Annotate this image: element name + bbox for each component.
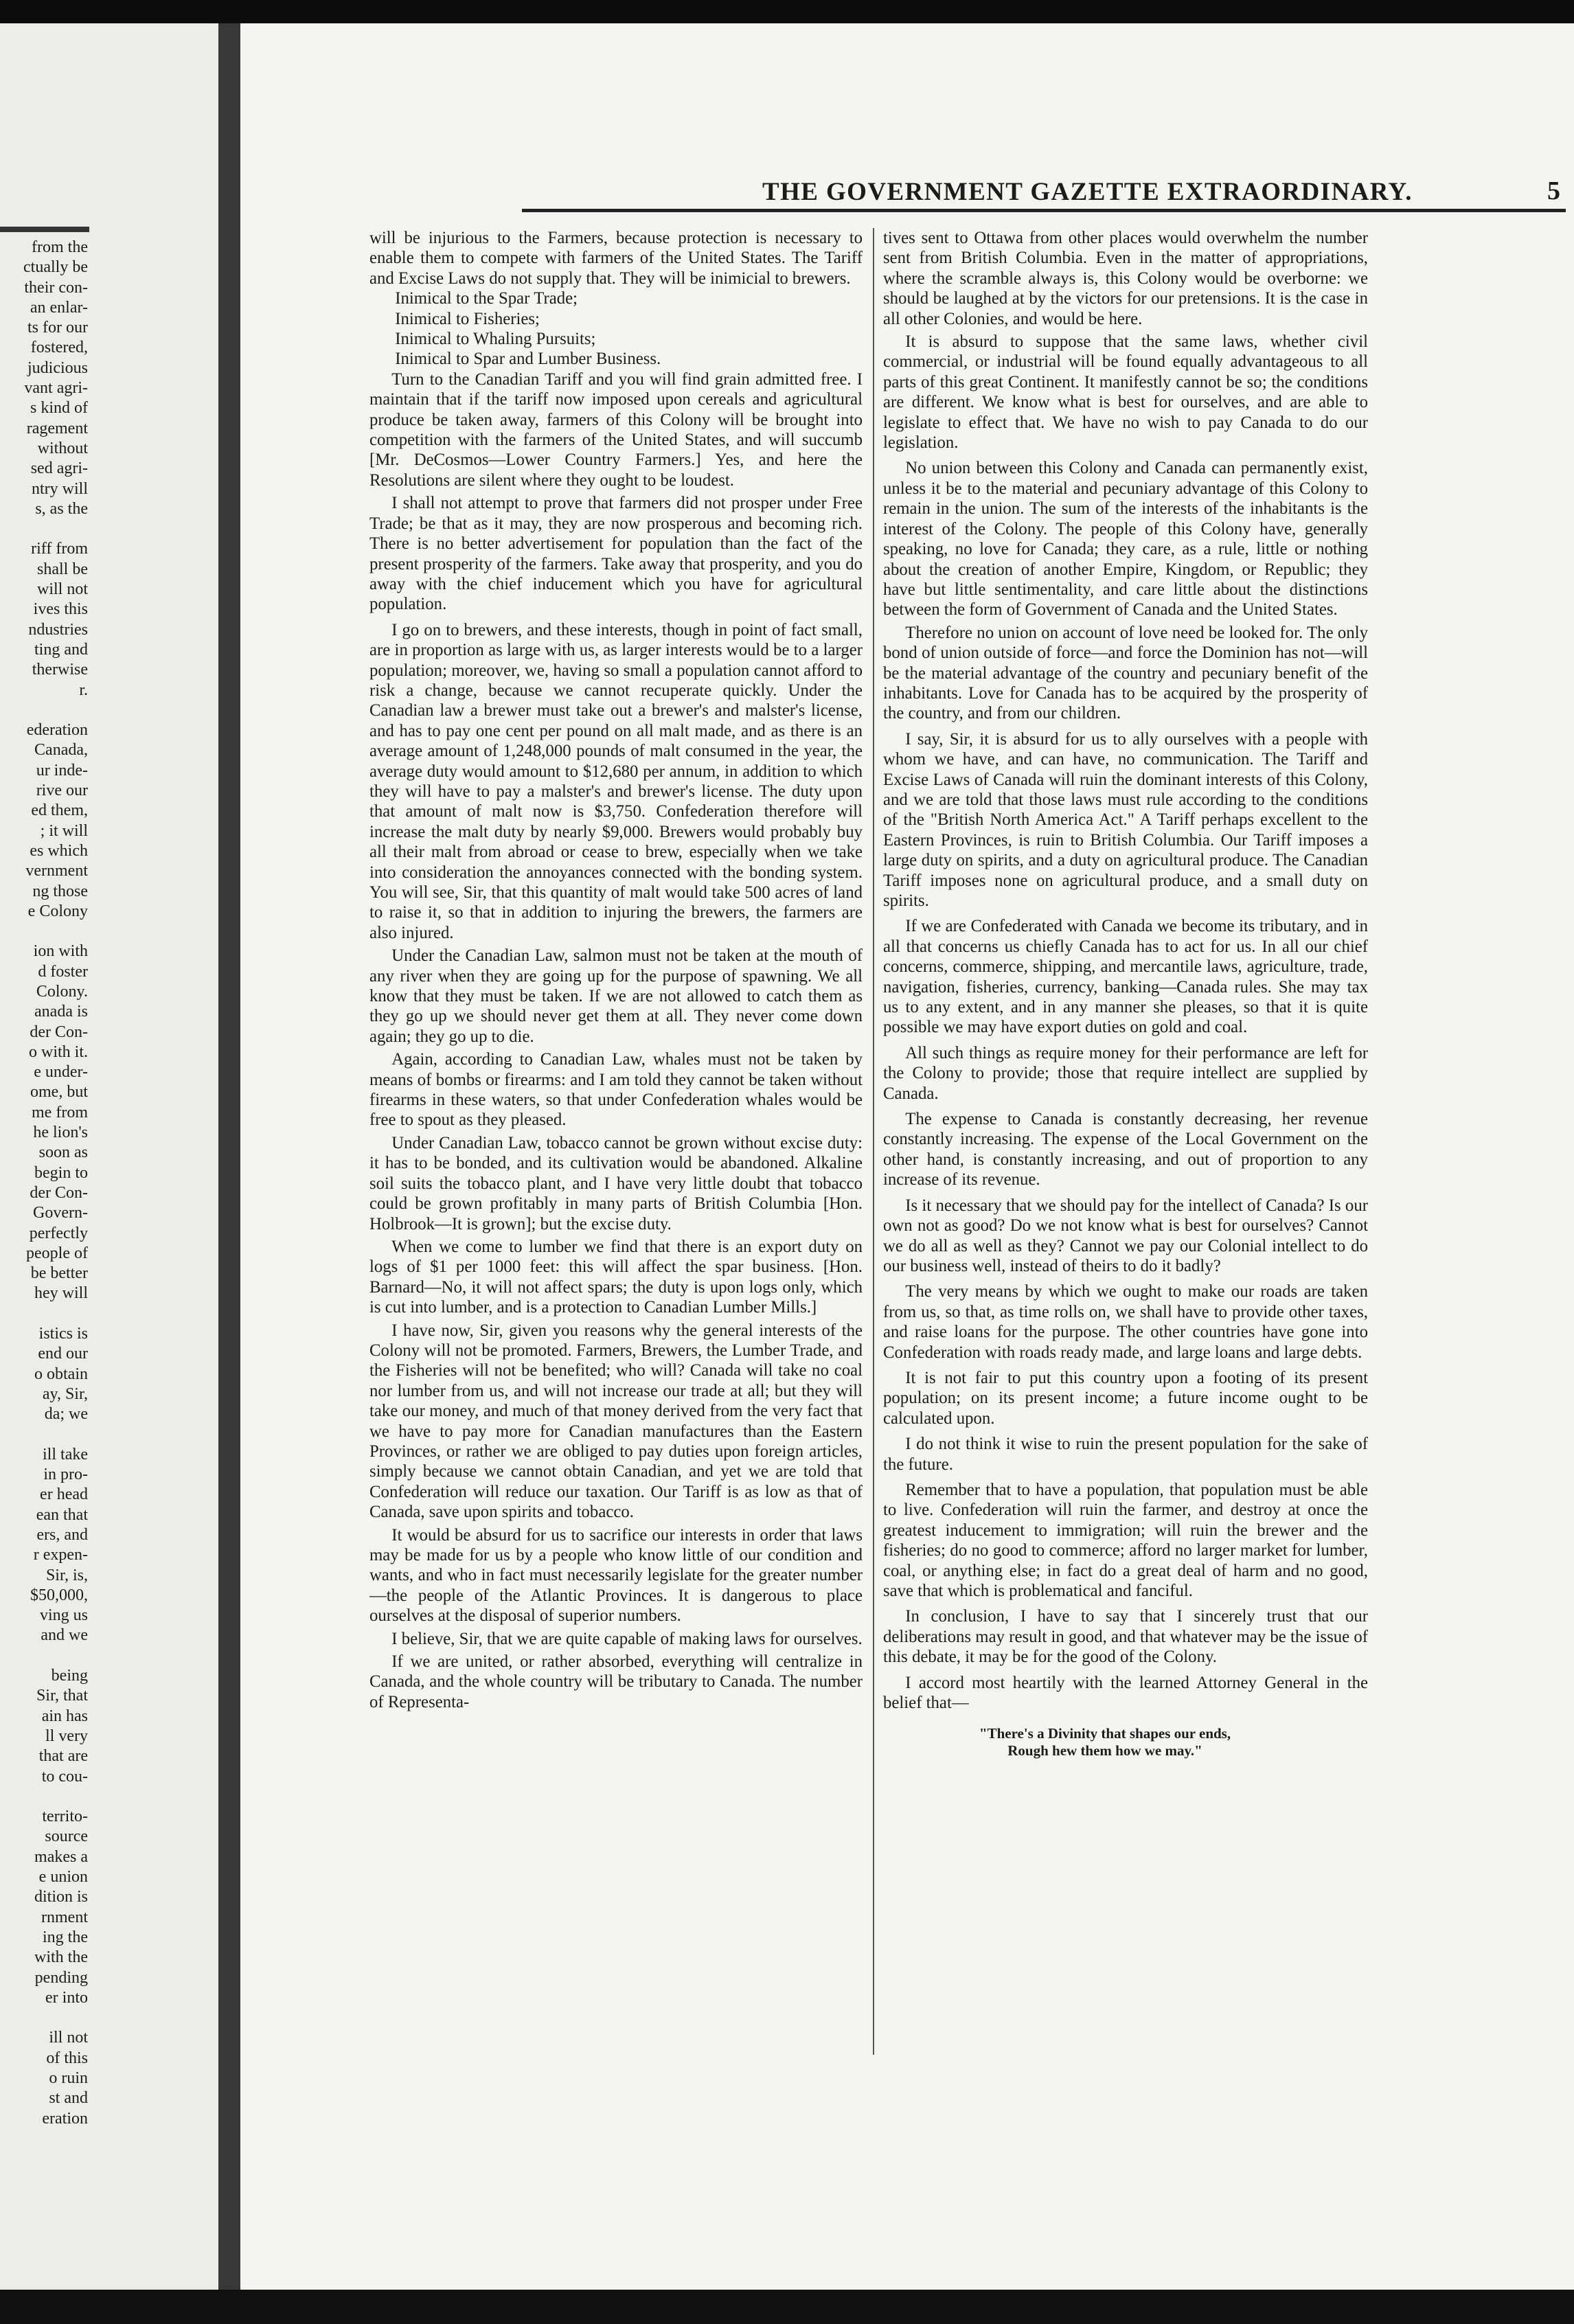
paragraph: It is not fair to put this country upon a footing of its present population; on its present income; a future income ought to be calculated upon. — [883, 1368, 1368, 1428]
fragment-line — [0, 519, 88, 539]
fragment-line: ion with — [33, 942, 88, 961]
fragment-line: ers, and — [36, 1526, 88, 1544]
facing-page-edge — [0, 23, 218, 2290]
fragment-line: rive our — [36, 782, 88, 800]
fragment-line: without — [37, 439, 88, 457]
paragraph: In conclusion, I have to say that I sincerely trust that our deliberations may result in good, and that whatever may be the issue of this debate, it may be for the good of the Colony. — [883, 1607, 1368, 1667]
fragment-line — [0, 1304, 88, 1324]
fragment-line: eration — [42, 2109, 88, 2128]
fragment-line: being — [51, 1667, 88, 1685]
paragraph: Under the Canadian Law, salmon must not be taken at the mouth of any river when they are going up for the purpose of spawning. We all know that they must be taken. If we are not allowed to catch them as they go up we should never get them at all. They never come down again; they go up to die. — [369, 946, 863, 1046]
paragraph: Turn to the Canadian Tariff and you will find grain admitted free. I maintain that if the tariff now imposed upon cereals and agricultural produce be taken away, farmers of this Colony will be brought into competition with the farmers of the United States, and will succumb [Mr. DeCosmos—Lower Country Farmers.] Yes, and here the Resolutions are silent where they ought to be loudest. — [369, 369, 863, 490]
fragment-line: ur inde- — [36, 761, 88, 779]
fragment-line: der Con- — [30, 1023, 88, 1041]
text-column-right — [883, 228, 1368, 2288]
fragment-line: anada is — [34, 1003, 88, 1021]
fragment-line: hey will — [34, 1284, 88, 1303]
fragment-line: ean that — [36, 1505, 88, 1524]
gazette-page — [240, 23, 1574, 2290]
fragment-line: that are — [38, 1747, 88, 1766]
fragment-line: ay, Sir, — [42, 1385, 88, 1403]
fragment-line: o obtain — [34, 1365, 88, 1383]
column-divider — [873, 228, 874, 2055]
fragment-line: Govern- — [33, 1204, 88, 1222]
fragment-line: dition is — [34, 1888, 88, 1906]
fragment-line: der Con- — [30, 1183, 88, 1202]
paragraph: The very means by which we ought to make our roads are taken from us, so that, as time rolls on, we shall have to provide other taxes, and raise loans for the purpose. The other countries have gone into Confederation with roads ready made, and large loans and large debts. — [883, 1282, 1368, 1362]
fragment-line: s, as the — [35, 499, 88, 518]
fragment-line: d foster — [38, 962, 88, 981]
fragment-line: ome, but — [30, 1083, 88, 1102]
fragment-line: pending — [34, 1968, 88, 1987]
paragraph: will be injurious to the Farmers, because protection is necessary to enable them to compete with farmers of the United States. The Tariff and Excise Laws do not supply that. They will be inimicial to brewers. — [369, 229, 863, 288]
fragment-line: o ruin — [49, 2069, 88, 2088]
fragment-line: Colony. — [36, 982, 88, 1001]
text-column-left — [369, 228, 863, 2288]
fragment-line — [0, 1646, 88, 1666]
fragment-line: Sir, is, — [45, 1566, 88, 1584]
fragment-line: r. — [79, 681, 88, 699]
fragment-line: r expen- — [33, 1546, 88, 1564]
fragment-line: to cou- — [41, 1767, 88, 1786]
fragment-line: makes a — [34, 1847, 88, 1866]
paragraph: I go on to brewers, and these interests, though in point of fact small, are in proportion as large with us, as larger interests would be to a larger population; moreover, we, having so small a population cannot afford to risk a change, because we cannot recuperate quickly. Under the Canadian law a brewer must take out a brewer's and malster's license, and has to pay one cent per pound on all malt made, and as there is an average amount of 1,248,000 pounds of malt consumed in the year, the average duty would amount to $12,680 per annum, in addition to which they will have to pay a malster's and brewer's license. The duty upon that amount of malt now is $3,750. Confederation therefore will increase the malt duty by nearly $9,000. Brewers would probably buy all their malt from abroad or cease to brew, especially when we take into consideration the annoyances connected with the bonding system. You will see, Sir, that this quantity of malt would take 500 acres of land to raise it, so that in addition to injuring the brewers, the farmers are also injured. — [369, 620, 863, 942]
fragment-line: rnment — [41, 1908, 88, 1926]
fragment-line: $50,000, — [30, 1586, 88, 1604]
gazette-title: THE GOVERNMENT GAZETTE EXTRAORDINARY. — [762, 178, 1413, 206]
fragment-line: ; it will — [40, 821, 88, 840]
fragment-line: judicious — [27, 358, 88, 377]
facing-page-rule — [0, 227, 89, 232]
fragment-line: shall be — [37, 560, 88, 578]
fragment-line: s kind of — [30, 399, 88, 418]
paragraph: I accord most heartily with the learned Attorney General in the belief that— — [883, 1673, 1368, 1713]
fragment-line: ctually be — [23, 258, 88, 277]
fragment-line: ives this — [33, 600, 88, 619]
paragraph: No union between this Colony and Canada can permanently exist, unless it be to the material and pecuniary advantage of this Colony to remain in the union. The sum of the interests of the inhabitants is the interest of the Colony. The people of this Colony have, generally speaking, no love for Canada; they care, as a rule, little or nothing about the creation of another Empire, Kingdom, or Republic; they have but little sentimentality, and care little about the distinctions between the form of Government of Canada and the United States. — [883, 459, 1368, 619]
fragment-line: with the — [34, 1948, 88, 1967]
fragment-line: ain has — [41, 1707, 88, 1725]
fragment-line: ntry will — [32, 479, 88, 498]
fragment-line — [0, 1425, 88, 1445]
list-line: Inimical to the Spar Trade; — [395, 289, 578, 308]
fragment-line: people of — [26, 1244, 88, 1262]
fragment-line: ragement — [26, 419, 88, 437]
scan-border-bottom — [0, 2290, 1574, 2324]
fragment-line: of this — [46, 2049, 88, 2067]
fragment-line: sed agri- — [30, 459, 88, 478]
paragraph: I shall not attempt to prove that farmers did not prosper under Free Trade; be that as it may, they are now prosperous and becoming rich. There is no better advertisement for population than the fact of the present prosperity of the farmers. Take away that prosperity, and you do away with the chief inducement which you have for agricultural population. — [369, 494, 863, 614]
list-line: Inimical to Fisheries; — [395, 309, 540, 328]
fragment-line: an enlar- — [30, 298, 88, 317]
page-number: 5 — [1547, 176, 1560, 205]
book-gutter — [218, 23, 240, 2290]
fragment-line: ill not — [49, 2029, 88, 2047]
fragment-line: end our — [38, 1345, 88, 1363]
fragment-line: ting and — [34, 640, 88, 659]
fragment-line: da; we — [44, 1405, 88, 1424]
list-line: Inimical to Spar and Lumber Business. — [395, 350, 661, 369]
fragment-line: ed them, — [31, 801, 88, 820]
fragment-line: e union — [38, 1868, 88, 1887]
fragment-line: ts for our — [27, 319, 88, 337]
fragment-line: fostered, — [30, 339, 88, 357]
paragraph: Is it necessary that we should pay for the intellect of Canada? Is our own not as good? Do we not know what is best for ourselves? Cannot we do all as well as they? Cannot we pay our Colonial intellect to do our business well, instead of theirs to do it badly? — [883, 1196, 1368, 1275]
paragraph: Therefore no union on account of love need be looked for. The only bond of union outside of force—and force the Dominion has not—will be the material advantage of the country and pecuniary benefit of the inhabitants. Love for Canada has to be acquired by the prosperity of the country, and from our children. — [883, 623, 1368, 723]
fragment-line: es which — [30, 841, 88, 860]
fragment-line: soon as — [38, 1143, 88, 1162]
fragment-line: be better — [30, 1264, 88, 1283]
fragment-line: e under- — [34, 1063, 88, 1082]
fragment-line: vant agri- — [24, 379, 88, 398]
paragraph: tives sent to Ottawa from other places would overwhelm the number sent from British Columbia. Even in the matter of appropriations, where the scramble always is, this Colony would be overborne: we should be laughed at by the victors for our pretensions. It is the case in all other Colonies, and would be here. — [883, 229, 1368, 328]
quotation — [883, 1725, 1368, 1759]
fragment-line — [0, 2008, 88, 2028]
fragment-line: ing the — [43, 1928, 88, 1946]
fragment-line: ll very — [45, 1727, 88, 1745]
fragment-line: from the — [32, 238, 88, 256]
fragment-line — [0, 1787, 88, 1807]
fragment-line: st and — [49, 2089, 88, 2108]
fragment-line: ederation — [26, 721, 88, 740]
paragraph: I believe, Sir, that we are quite capable of making laws for ourselves. — [391, 1629, 863, 1648]
fragment-line: source — [45, 1827, 88, 1846]
fragment-line: Sir, that — [36, 1687, 88, 1705]
quotation-line: "There's a Divinity that shapes our ends, — [979, 1725, 1231, 1742]
paragraph: I have now, Sir, given you reasons why the general interests of the Colony will not be promoted. Farmers, Brewers, the Lumber Trade, and the Fisheries will not be benefited; who will? Canada will take no coal nor lumber from us, and will not increase our trade at all; but they will take our money, and much of that money derived from the very fact that we have to pay more for Canadian manufactures than the Eastern Provinces, or rather we are obliged to pay duties upon foreign articles, simply because we cannot obtain Canadian, and yet we are told that Confederation will reduce our taxation. Our Tariff is as low as that of Canada, save upon spirits and tobacco. — [369, 1321, 863, 1522]
quotation-line: Rough hew them how we may." — [1007, 1742, 1202, 1759]
fragment-line: therwise — [32, 661, 88, 679]
paragraph: Remember that to have a population, that population must be able to live. Confederation will ruin the farmer, and destroy at once the greatest inducement to immigration; will ruin the brewer and the fisheries; do no good to commerce; afford no larger market for lumber, coal, or anything else; in fact do a great deal of harm and no good, save that which is problematical and fanciful. — [883, 1480, 1368, 1600]
fragment-line — [0, 700, 88, 720]
fragment-line: riff from — [31, 540, 88, 558]
paragraph: It is absurd to suppose that the same laws, whether civil commercial, or industrial will be found equally advantageous to all parts of this great Continent. It manifestly cannot be so; the conditions are different. We know what is best for ourselves, and are able to legislate to effect that. We have no wish to pay Canada to do our legislation. — [883, 332, 1368, 453]
paragraph: All such things as require money for their performance are left for the Colony to provide; those that require intellect are supplied by Canada. — [883, 1043, 1368, 1103]
facing-page-text-fragments — [0, 238, 88, 2129]
fragment-line: e Colony — [27, 902, 88, 920]
fragment-line: in pro- — [43, 1466, 88, 1484]
fragment-line: ndustries — [28, 620, 88, 639]
fragment-line: ng those — [32, 882, 88, 900]
paragraph: I say, Sir, it is absurd for us to ally ourselves with a people with whom we have, and can have, no communication. The Tariff and Excise Laws of Canada will ruin the dominant interests of this Colony, and we are told that those laws must rule according to the conditions of the "British North America Act." A Tariff perhaps excellent to the Eastern Provinces, is ruin to British Columbia. Our Tariff imposes a large duty on spirits, and a duty on agricultural produce. The Canadian Tariff imposes none on agricultural produce, and a small duty on spirits. — [883, 729, 1368, 910]
paragraph: The expense to Canada is constantly decreasing, her revenue constantly increasing. The expense of the Local Government on the other hand, is constantly increasing, and out of proportion to any increase of its revenue. — [883, 1110, 1368, 1189]
fragment-line: er head — [40, 1485, 88, 1504]
fragment-line: me from — [32, 1103, 88, 1121]
fragment-line: perfectly — [29, 1224, 88, 1242]
paragraph: If we are united, or rather absorbed, everything will centralize in Canada, and the whole country will be tributary to Canada. The number of Representa- — [369, 1652, 863, 1711]
fragment-line: he lion's — [33, 1124, 88, 1142]
running-header — [522, 174, 1566, 212]
fragment-line — [0, 922, 88, 942]
paragraph: It would be absurd for us to sacrifice our interests in order that laws may be made for us by a people who know little of our condition and wants, and who in fact must necessarily legislate for the greater number—the people of the Atlantic Provinces. It is dangerous to place ourselves at the disposal of superior numbers. — [369, 1525, 863, 1626]
paragraph: Again, according to Canadian Law, whales must not be taken by means of bombs or firearms: and I am told they cannot be taken without firearms in these waters, so that under Confederation whales would be free to spout as they pleased. — [369, 1050, 863, 1130]
fragment-line: vernment — [25, 862, 88, 880]
fragment-line: and we — [41, 1626, 88, 1645]
fragment-line: will not — [36, 580, 88, 599]
paragraph: I do not think it wise to ruin the present population for the sake of the future. — [883, 1435, 1368, 1474]
fragment-line: ill take — [43, 1445, 88, 1463]
fragment-line: begin to — [34, 1163, 88, 1182]
fragment-line: o with it. — [28, 1043, 88, 1061]
fragment-line: er into — [45, 1988, 88, 2007]
list-line: Inimical to Whaling Pursuits; — [395, 330, 596, 349]
paragraph: Under Canadian Law, tobacco cannot be grown without excise duty: it has to be bonded, and its cultivation would be abandoned. Alkaline soil suits the tobacco plant, and I have very little doubt that tobacco could be grown profitably in many parts of British Columbia [Hon. Holbrook—It is grown]; but the excise duty. — [369, 1133, 863, 1233]
paragraph: If we are Confederated with Canada we become its tributary, and in all that concerns us chiefly Canada has to act for us. In all our chief concerns, commerce, shipping, and mercantile laws, agriculture, trade, navigation, fisheries, currency, banking—Canada rules. She may tax us to any extent, and in any manner she pleases, so that it is quite possible we may have export duties on gold and coal. — [883, 917, 1368, 1037]
fragment-line: their con- — [24, 278, 88, 297]
fragment-line: istics is — [38, 1325, 88, 1343]
fragment-line: territo- — [42, 1808, 88, 1826]
fragment-line: ving us — [39, 1606, 88, 1625]
fragment-line: Canada, — [34, 741, 88, 760]
paragraph: When we come to lumber we find that there is an export duty on logs of $1 per 1000 feet: this will affect the spar business. [Hon. Barnard—No, it will not affect spars; the duty is upon logs only, which is cut into lumber, and is a protection to Canadian Lumber Mills.] — [369, 1237, 863, 1317]
scan-border-top — [0, 0, 1574, 23]
